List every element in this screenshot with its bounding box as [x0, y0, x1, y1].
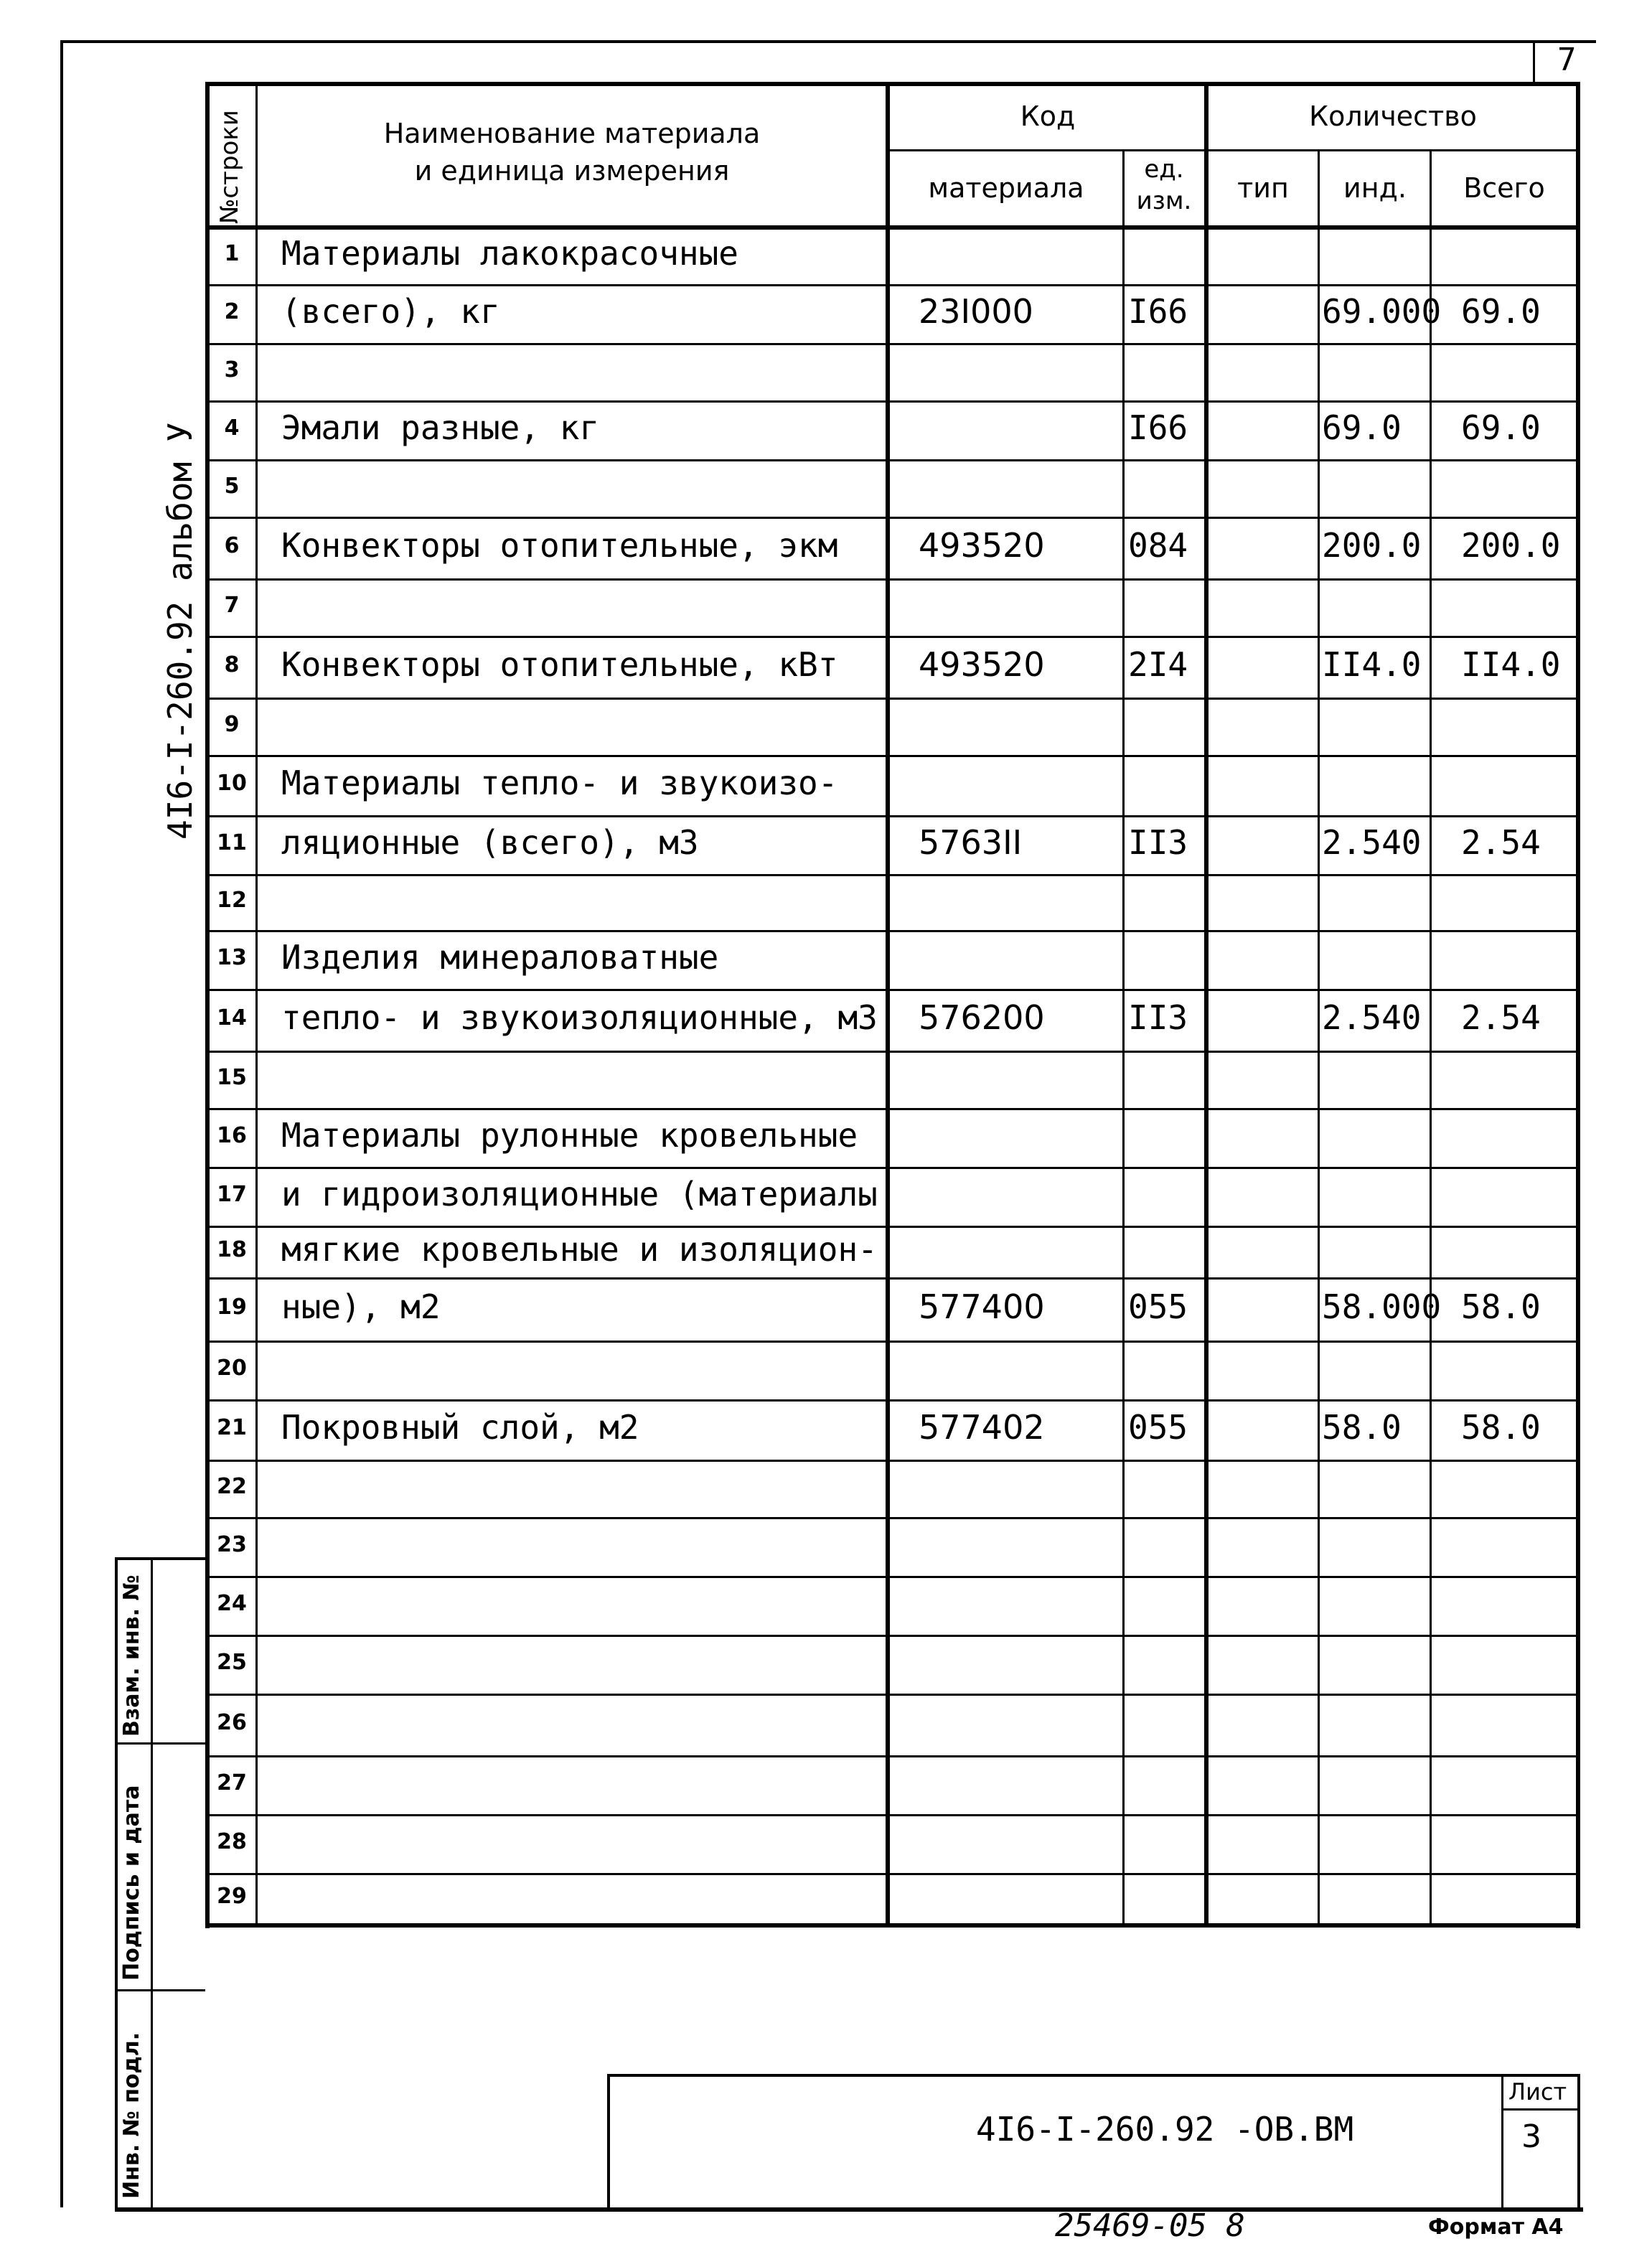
cell-name: и гидроизоляционные (материалы	[281, 1175, 878, 1213]
table-row	[205, 343, 1580, 400]
cell-mat: 577400	[919, 1287, 1045, 1326]
cell-unit: 055	[1128, 1408, 1188, 1447]
row-number: 10	[217, 771, 247, 796]
header-qty-type: тип	[1237, 172, 1289, 204]
cell-unit: II3	[1128, 998, 1188, 1037]
table-bottom-line	[205, 1923, 1580, 1928]
cell-total: 69.0	[1461, 292, 1541, 331]
cell-total: 2.54	[1461, 823, 1541, 862]
row-number: 4	[224, 416, 240, 441]
title-sheet-label: Лист	[1508, 2078, 1567, 2105]
table-row	[205, 1051, 1580, 1108]
cell-unit: 084	[1128, 526, 1188, 565]
cell-ind: 2.540	[1322, 823, 1422, 862]
row-number: 13	[217, 945, 247, 970]
stamp-strip-divider	[151, 1557, 153, 2210]
header-row-number: №строки	[215, 110, 244, 224]
title-designation: 4I6-I-260.92 -ОВ.ВМ	[976, 2110, 1354, 2149]
table-row	[205, 459, 1580, 517]
header-code-group: Код	[1020, 100, 1076, 132]
row-number: 5	[224, 474, 240, 499]
table-row	[205, 1341, 1580, 1399]
cell-mat: 5763II	[919, 823, 1023, 862]
cell-name: Материалы рулонные кровельные	[281, 1116, 858, 1155]
row-number: 15	[217, 1065, 247, 1090]
cell-ind: 58.000	[1322, 1287, 1442, 1326]
cell-mat: 23I000	[919, 292, 1033, 331]
row-number: 6	[224, 533, 240, 558]
cell-name: Изделия минераловатные	[281, 938, 719, 977]
header-mid-line	[887, 149, 1580, 151]
outer-frame-left	[60, 40, 63, 2207]
table-row	[205, 1517, 1580, 1576]
title-block-sheet-divider	[1501, 2074, 1503, 2210]
footer-format: Формат А4	[1428, 2215, 1564, 2240]
stamp-sign-date: Подпись и дата	[119, 1785, 144, 1981]
row-number: 20	[217, 1356, 247, 1381]
row-number: 18	[217, 1237, 247, 1262]
row-number: 19	[217, 1295, 247, 1320]
cell-total: II4.0	[1461, 645, 1561, 684]
cell-unit: I66	[1128, 408, 1188, 447]
cell-ind: 69.0	[1322, 408, 1402, 447]
table-row	[205, 1814, 1580, 1873]
cell-name: ные), м2	[281, 1287, 441, 1326]
cell-mat: 493520	[919, 645, 1045, 684]
row-number: 17	[217, 1182, 247, 1207]
cell-unit: II3	[1128, 823, 1188, 862]
title-block-sheet-line	[1501, 2108, 1580, 2111]
header-code-material: материала	[928, 172, 1084, 204]
row-number: 11	[217, 830, 247, 855]
row-number: 8	[224, 652, 240, 677]
table-top-line	[205, 82, 1580, 86]
table-row	[205, 1576, 1580, 1635]
row-number: 24	[217, 1591, 247, 1616]
row-number: 29	[217, 1884, 247, 1909]
header-name-line2: и единица измерения	[414, 155, 730, 187]
row-number: 22	[217, 1474, 247, 1499]
cell-total: 58.0	[1461, 1408, 1541, 1447]
header-code-unit-line2: изм.	[1136, 187, 1192, 215]
table-row	[205, 698, 1580, 755]
cell-unit: 055	[1128, 1287, 1188, 1326]
cell-name: Эмали разные, кг	[281, 408, 600, 447]
outer-frame-top	[60, 40, 1596, 43]
header-code-unit-line1: ед.	[1144, 155, 1184, 184]
cell-total: 200.0	[1461, 526, 1561, 565]
title-sheet-number: 3	[1521, 2118, 1541, 2155]
side-title: 4I6-I-260.92 альбом У	[161, 422, 200, 840]
table-row	[205, 1873, 1580, 1923]
cell-name: мягкие кровельные и изоляцион-	[281, 1230, 878, 1269]
cell-mat: 493520	[919, 526, 1045, 565]
row-number: 16	[217, 1123, 247, 1148]
cell-name: Конвекторы отопительные, кВт	[281, 645, 838, 684]
row-number: 26	[217, 1710, 247, 1735]
stamp-vz-inv: Взам. инв. №	[119, 1574, 144, 1737]
row-number: 25	[217, 1650, 247, 1675]
footer-handwritten-number: 25469-05 8	[1055, 2207, 1245, 2244]
row-number: 9	[224, 712, 240, 737]
cell-mat: 577402	[919, 1408, 1045, 1447]
cell-ind: 2.540	[1322, 998, 1422, 1037]
stamp-line-2	[115, 1989, 205, 1991]
row-number: 12	[217, 888, 247, 913]
cell-total: 58.0	[1461, 1287, 1541, 1326]
row-number: 7	[224, 593, 240, 618]
row-number: 2	[224, 299, 240, 324]
row-number: 23	[217, 1532, 247, 1557]
cell-unit: 2I4	[1128, 645, 1188, 684]
header-qty-group: Количество	[1309, 100, 1477, 132]
cell-ind: II4.0	[1322, 645, 1422, 684]
cell-name: ляционные (всего), м3	[281, 823, 699, 862]
cell-total: 2.54	[1461, 998, 1541, 1037]
cell-name: Конвекторы отопительные, экм	[281, 526, 838, 565]
stamp-inv-podl: Инв. № подл.	[119, 2032, 144, 2199]
header-qty-total: Всего	[1463, 172, 1545, 204]
cell-name: тепло- и звукоизоляционные, м3	[281, 998, 878, 1037]
table-row	[205, 1635, 1580, 1694]
header-qty-ind: инд.	[1343, 172, 1407, 204]
cell-name: Покровный слой, м2	[281, 1408, 639, 1447]
cell-total: 69.0	[1461, 408, 1541, 447]
row-number: 14	[217, 1005, 247, 1031]
corner-page-number: 7	[1557, 42, 1577, 78]
cell-ind: 58.0	[1322, 1408, 1402, 1447]
table-row	[205, 578, 1580, 636]
row-number: 3	[224, 357, 240, 382]
cell-ind: 200.0	[1322, 526, 1422, 565]
stamp-line-1	[115, 1742, 205, 1745]
cell-name: Материалы тепло- и звукоизо-	[281, 764, 838, 802]
row-number: 21	[217, 1415, 247, 1440]
cell-name: Материалы лакокрасочные	[281, 234, 738, 273]
table-row	[205, 874, 1580, 930]
table-row	[205, 1460, 1580, 1517]
cell-ind: 69.000	[1322, 292, 1442, 331]
table-row	[205, 1694, 1580, 1755]
cell-unit: I66	[1128, 292, 1188, 331]
header-name-line1: Наименование материала	[383, 118, 761, 149]
cell-mat: 576200	[919, 998, 1045, 1037]
row-number: 28	[217, 1829, 247, 1854]
table-row	[205, 1755, 1580, 1814]
row-number: 1	[224, 241, 240, 266]
cell-name: (всего), кг	[281, 292, 500, 331]
row-number: 27	[217, 1770, 247, 1795]
